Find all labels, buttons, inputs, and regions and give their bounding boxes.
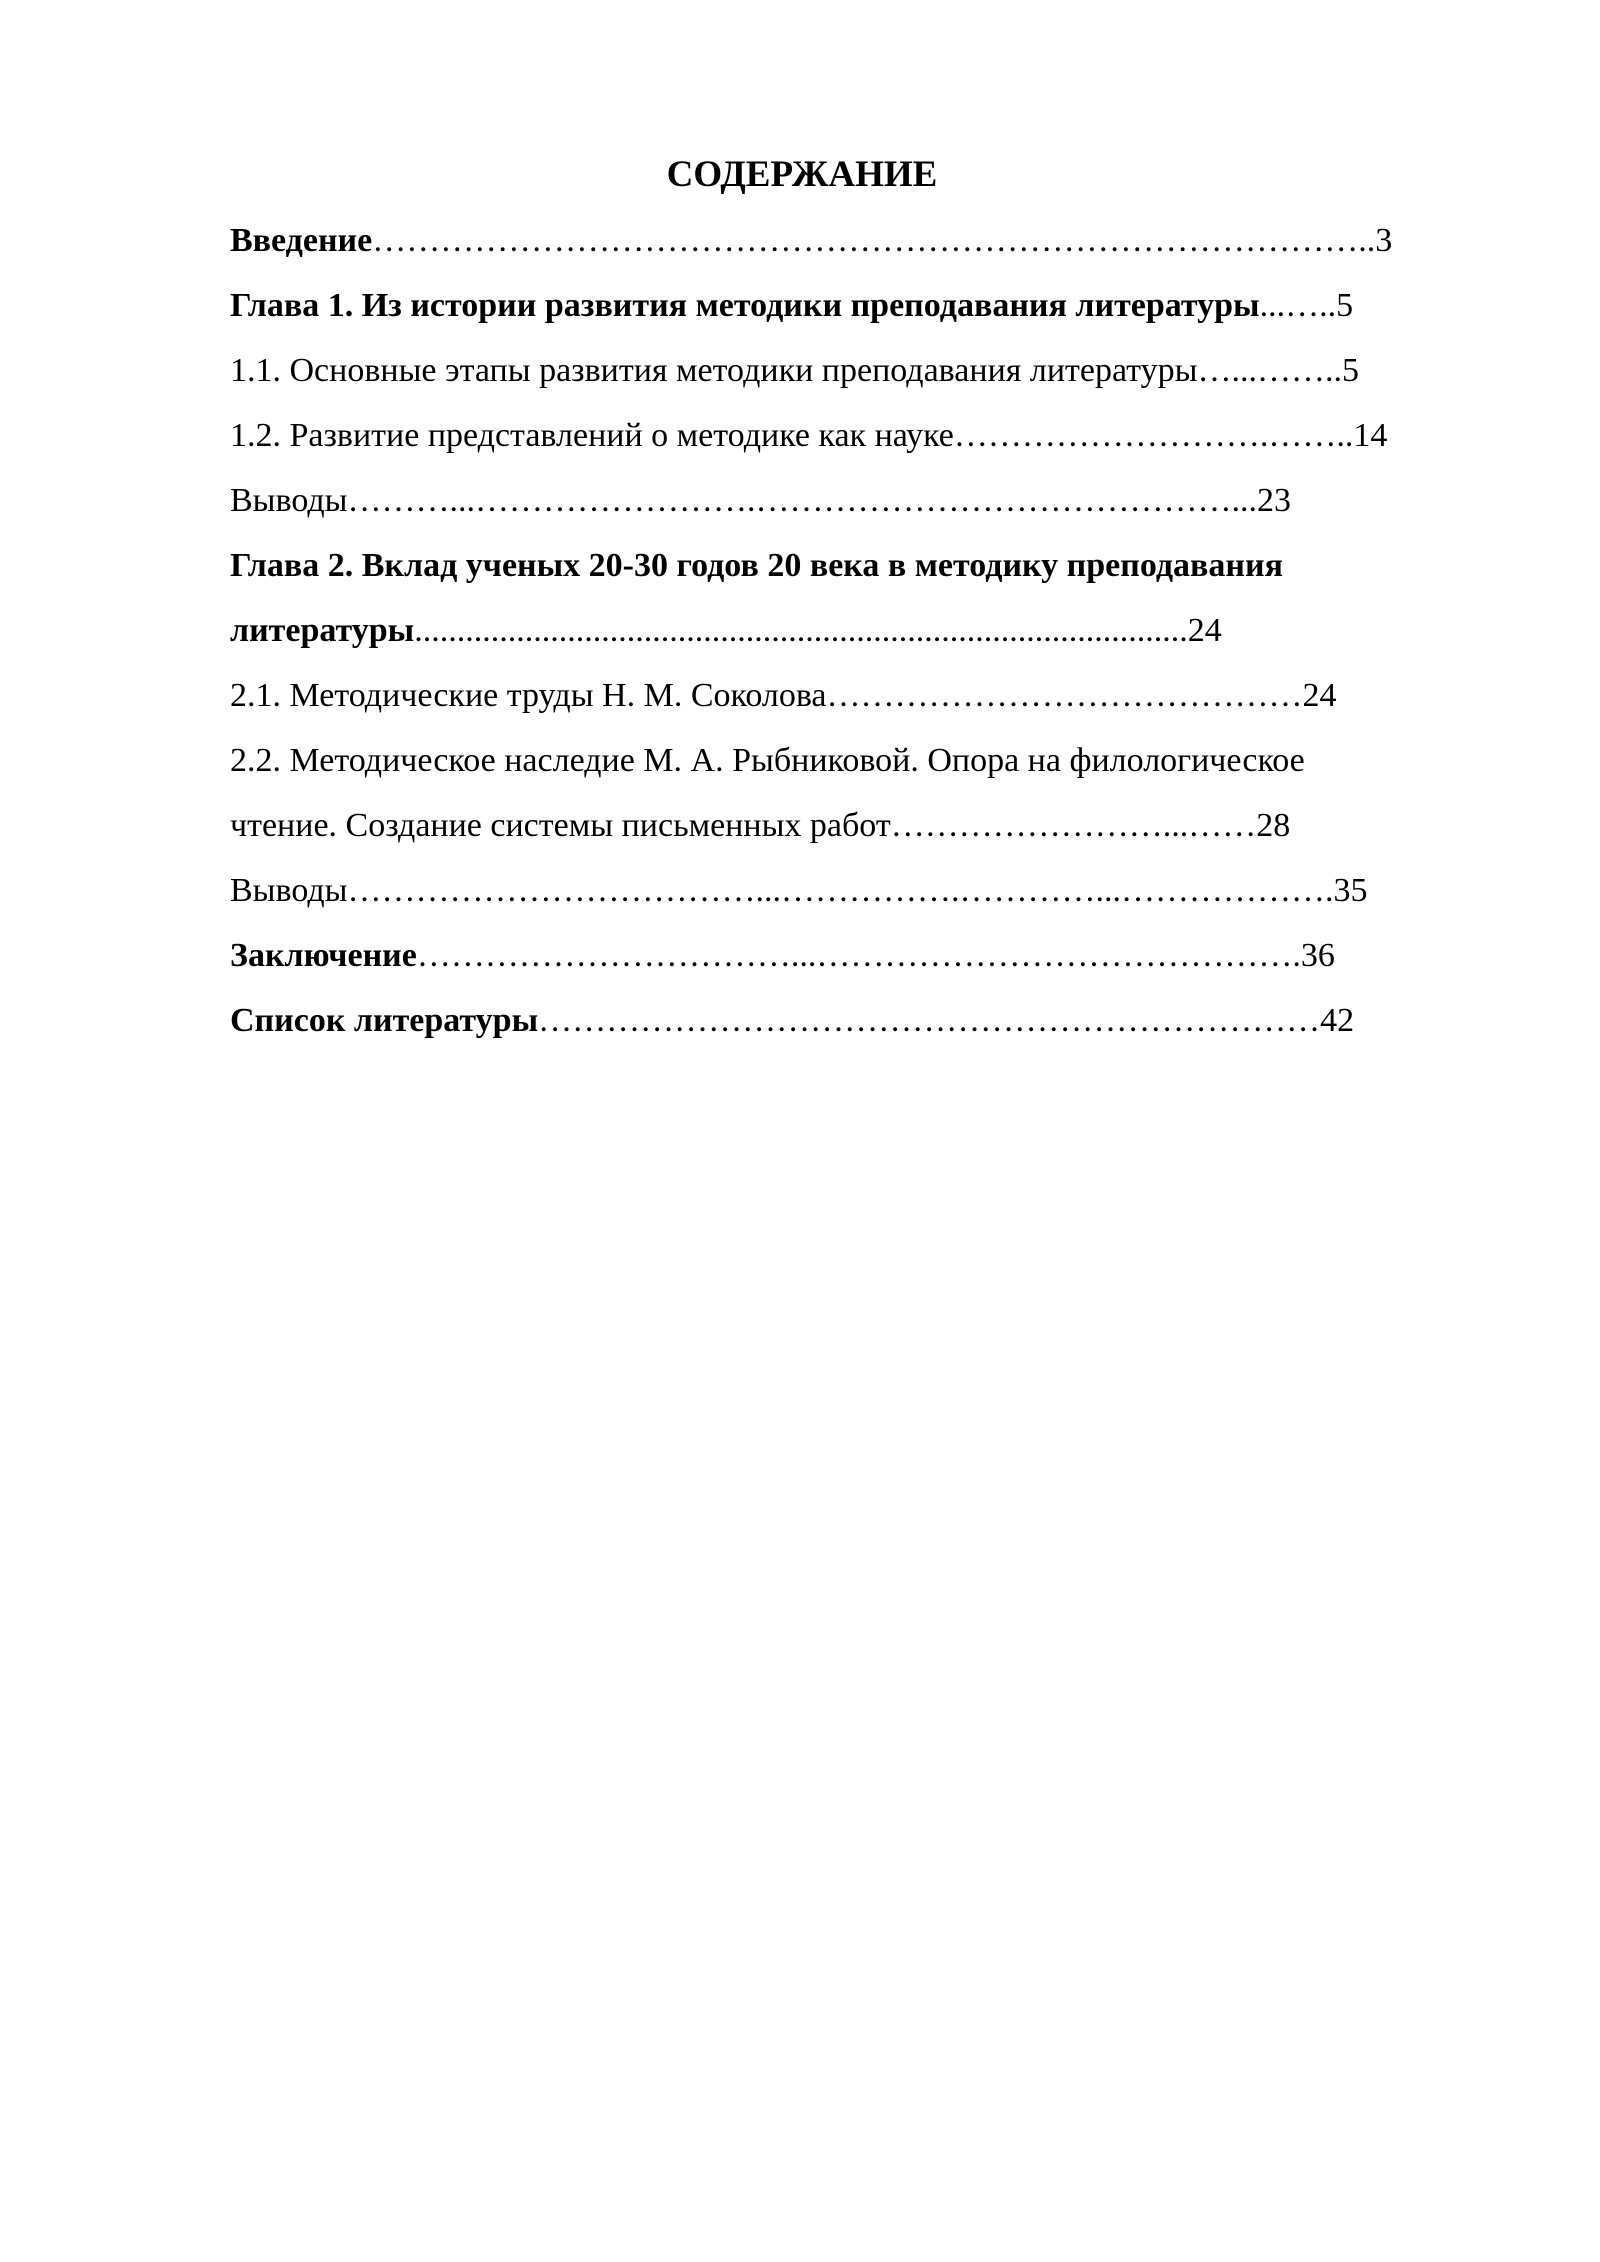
toc-entry-leader: ………………………………...…………….…………...……………….35 [347, 872, 1368, 909]
toc-entry-title: чтение. Создание системы письменных работ [230, 807, 891, 844]
toc-entry-title: 2.1. Методические труды Н. М. Соколова [230, 677, 827, 714]
toc-entry-title: Список литературы [230, 1002, 539, 1039]
toc-entry-title: 1.2. Развитие представлений о методике как науке [230, 417, 954, 454]
toc-entry [230, 410, 1490, 475]
toc-entry-leader: ……………………………………………………………………………..3 [372, 222, 1393, 259]
toc-entry [230, 800, 1490, 865]
toc-entry-leader: ...…..5 [1259, 287, 1354, 324]
toc-entry-title: литературы [230, 612, 415, 649]
toc-entry-leader: ……………………………...…………………………………….36 [416, 937, 1335, 974]
toc-entry [230, 475, 1490, 540]
toc-entry-title: 2.2. Методическое наследие М. А. Рыбниковой. Опора на филологическое [230, 742, 1305, 779]
toc-entry [230, 670, 1490, 735]
toc-entry-leader: ……………………………………………………………42 [538, 1002, 1355, 1039]
toc-entry [230, 215, 1490, 280]
toc-entry-title: Выводы [230, 482, 348, 519]
toc-entry [230, 605, 1490, 670]
toc-entry-title: Глава 1. Из истории развития методики преподавания литературы [230, 287, 1260, 324]
toc-entry-title: 1.1. Основные этапы развития методики преподавания литературы [230, 352, 1198, 389]
toc-entry [230, 930, 1490, 995]
toc-entry [230, 735, 1490, 800]
toc-entry-leader: ……………………...……28 [890, 807, 1291, 844]
toc-entry-title: Глава 2. Вклад ученых 20-30 годов 20 века в методику преподавания [230, 547, 1283, 584]
toc-entry [230, 540, 1490, 605]
toc-entry-leader: …...……..5 [1197, 352, 1359, 389]
table-of-contents [230, 215, 1490, 1060]
toc-entry-leader: ……………………….……..14 [953, 417, 1388, 454]
toc-entry-leader: ……………………………………24 [826, 677, 1337, 714]
toc-entry [230, 345, 1490, 410]
toc-entry [230, 280, 1490, 345]
toc-entry-leader: ………...…………………….……………………………………...23 [347, 482, 1292, 519]
toc-entry-title: Выводы [230, 872, 348, 909]
toc-entry-title: Заключение [230, 937, 417, 974]
toc-entry-title: Введение [230, 222, 373, 259]
toc-entry [230, 995, 1490, 1060]
toc-title: СОДЕРЖАНИЕ [666, 154, 938, 195]
toc-entry-leader: ...........................................................................................24 [414, 612, 1222, 649]
toc-entry [230, 865, 1490, 930]
